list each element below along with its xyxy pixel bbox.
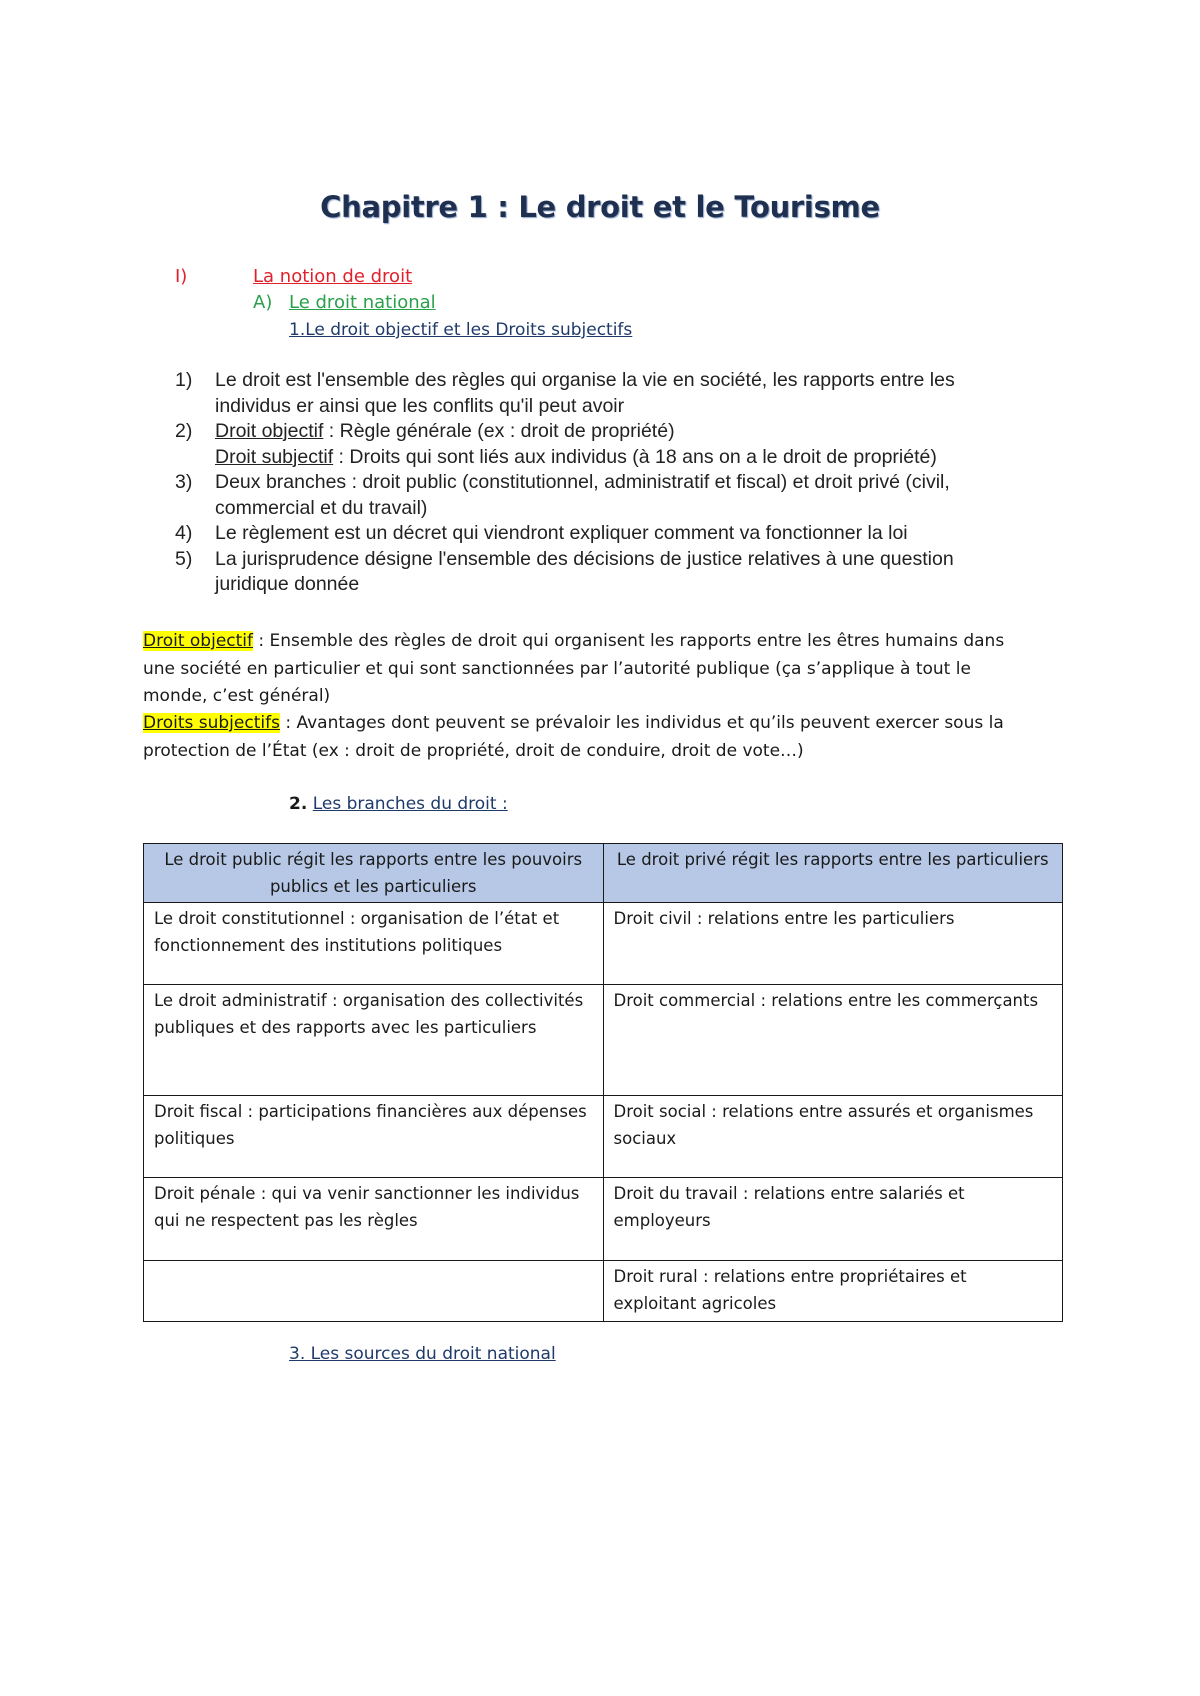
table-cell: Le droit administratif : organisation des collectivités publiques et des rapports avec les particuliers	[144, 985, 604, 1096]
list-item-number: 1)	[175, 369, 193, 391]
definition-line: protection de l’État (ex : droit de propriété, droit de conduire, droit de vote…)	[143, 740, 804, 761]
list-item	[175, 368, 1075, 419]
table-cell: Droit fiscal : participations financières aux dépenses politiques	[144, 1096, 604, 1178]
table-cell: Droit commercial : relations entre les commerçants	[603, 985, 1063, 1096]
definition-line	[143, 710, 1083, 738]
outline-level2-heading: Le droit national	[289, 292, 436, 313]
table-cell: Droit rural : relations entre propriétaires et exploitant agricoles	[603, 1261, 1063, 1322]
section-2-heading	[289, 794, 508, 814]
numbered-list	[175, 368, 1075, 598]
list-item-line: commercial et du travail)	[215, 496, 428, 519]
definition-text: : Ensemble des règles de droit qui organisent les rapports entre les êtres humains dans	[253, 631, 1005, 651]
page-title: Chapitre 1 : Le droit et le Tourisme	[320, 190, 880, 224]
term-droit-objectif: Droit objectif	[215, 420, 324, 442]
definition-line	[143, 628, 1083, 656]
list-item	[175, 547, 1075, 598]
section-2-label: Les branches du droit :	[312, 794, 508, 814]
list-item-line: individus er ainsi que les conflits qu'il peut avoir	[215, 394, 625, 417]
section-3-heading: 3. Les sources du droit national	[289, 1344, 556, 1364]
table-cell	[144, 1261, 604, 1322]
outline-level3-label: Le droit objectif et les Droits subjectifs	[305, 320, 633, 340]
definition-line: une société en particulier et qui sont sanctionnées par l’autorité publique (ça s’applique à tout le	[143, 658, 971, 679]
list-item-number: 2)	[175, 420, 193, 442]
list-item-line: juridique donnée	[215, 573, 360, 595]
table-row	[144, 1178, 1063, 1261]
table-cell: Droit civil : relations entre les particuliers	[603, 903, 1063, 985]
table-cell: Droit du travail : relations entre salariés et employeurs	[603, 1178, 1063, 1261]
list-item-line: Deux branches : droit public (constitutionnel, administratif et fiscal) et droit privé (civil,	[215, 471, 950, 493]
branches-table	[143, 843, 1063, 1322]
outline-level3-heading	[289, 320, 632, 340]
list-item-number: 4)	[175, 522, 193, 544]
definition-text: : Avantages dont peuvent se prévaloir les individus et qu’ils peuvent exercer sous la	[279, 713, 1004, 733]
term-droit-subjectif: Droit subjectif	[215, 445, 334, 468]
highlight-droits-subjectifs: Droits subjectifs	[143, 713, 280, 733]
list-item-line	[215, 445, 1075, 471]
table-header-public: Le droit public régit les rapports entre les pouvoirs publics et les particuliers	[144, 844, 604, 903]
table-row	[144, 903, 1063, 985]
list-item	[175, 521, 1075, 547]
outline-level1-heading: La notion de droit	[253, 266, 413, 287]
table-cell: Le droit constitutionnel : organisation de l’état et fonctionnement des institutions politiques	[144, 903, 604, 985]
list-item	[175, 419, 1075, 470]
list-item-line: Le droit est l'ensemble des règles qui organise la vie en société, les rapports entre les	[215, 369, 955, 391]
definition-droit-objectif	[143, 628, 1083, 711]
table-cell: Droit social : relations entre assurés et organismes sociaux	[603, 1096, 1063, 1178]
outline-level2-marker: A)	[253, 292, 273, 313]
definition-line: monde, c’est général)	[143, 686, 331, 706]
section-2-number: 2.	[289, 794, 308, 814]
outline-level1-marker: I)	[175, 266, 188, 287]
table-row	[144, 1096, 1063, 1178]
table-cell: Droit pénale : qui va venir sanctionner les individus qui ne respectent pas les règles	[144, 1178, 604, 1261]
list-item-line: Le règlement est un décret qui viendront expliquer comment va fonctionner la loi	[215, 522, 908, 544]
list-item-text: : Règle générale (ex : droit de propriété)	[323, 420, 675, 442]
list-item-number: 3)	[175, 471, 193, 493]
list-item-line	[215, 419, 1075, 445]
definition-droits-subjectifs	[143, 710, 1083, 765]
list-item-line: La jurisprudence désigne l'ensemble des décisions de justice relatives à une question	[215, 547, 954, 570]
highlight-droit-objectif: Droit objectif	[143, 631, 253, 651]
outline-level3-number: 1.	[289, 320, 306, 340]
list-item-text: : Droits qui sont liés aux individus (à 18 ans on a le droit de propriété)	[333, 445, 937, 468]
table-row	[144, 1261, 1063, 1322]
table-header-prive: Le droit privé régit les rapports entre les particuliers	[603, 844, 1063, 903]
table-header-row	[144, 844, 1063, 903]
table-row	[144, 985, 1063, 1096]
list-item-number: 5)	[175, 547, 193, 570]
list-item	[175, 470, 1075, 521]
